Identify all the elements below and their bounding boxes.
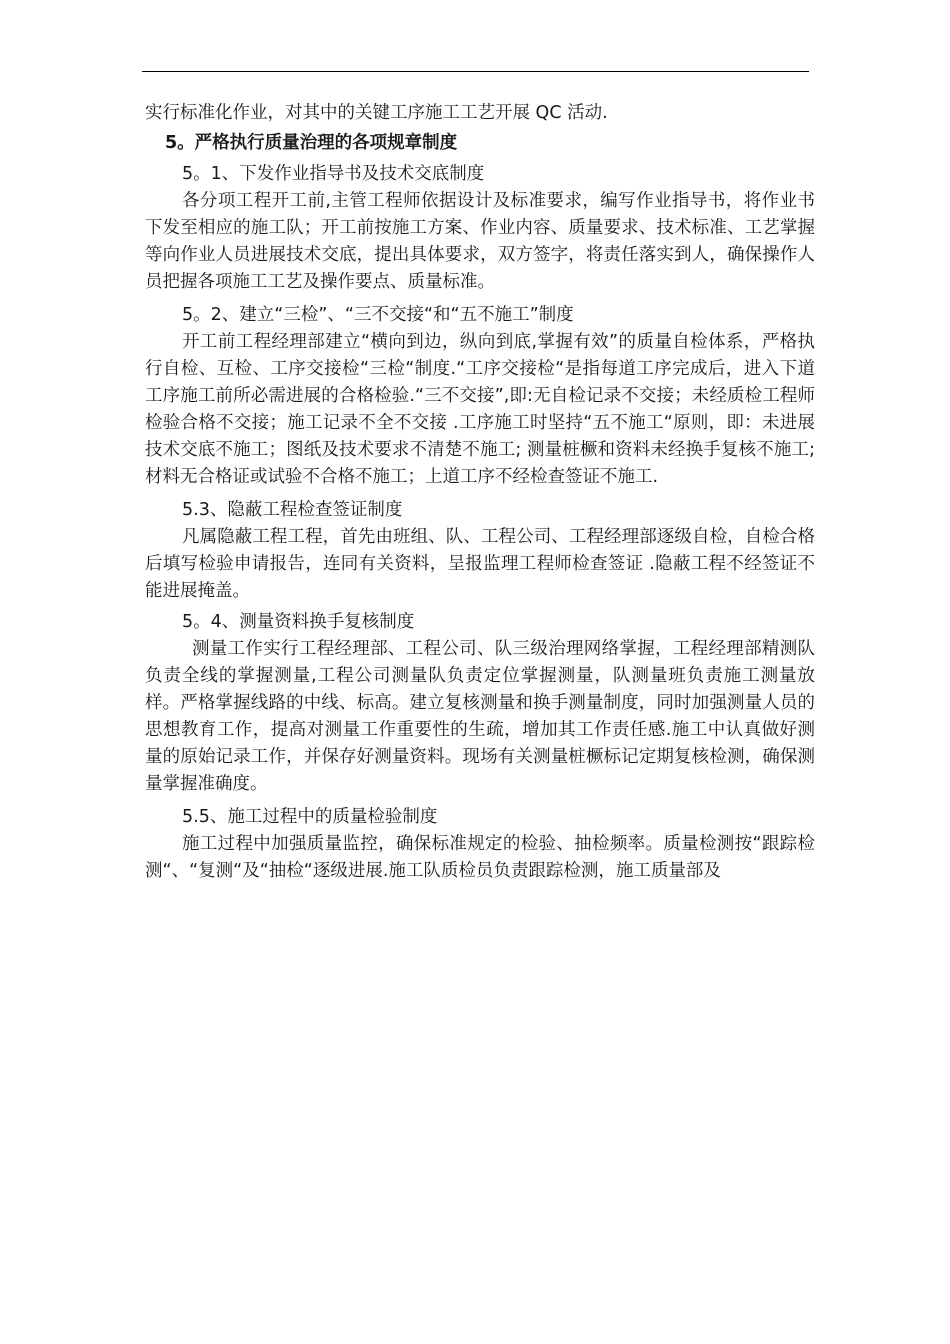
subsection-title: 5.5、施工过程中的质量检验制度 <box>182 807 438 827</box>
continuation-paragraph: 实行标准化作业，对其中的关键工序施工工艺开展 QC 活动. <box>145 103 608 123</box>
subsection <box>145 161 815 296</box>
header-rule <box>142 71 809 72</box>
subsection-title: 5。2、建立“三检”、“三不交接“和“五不施工”制度 <box>182 305 574 325</box>
subsection <box>145 804 815 885</box>
section-heading: 5。严格执行质量治理的各项规章制度 <box>165 133 458 153</box>
document-body <box>145 100 815 885</box>
subsection-body: 凡属隐蔽工程工程，首先由班组、队、工程公司、工程经理部逐级自检，自检合格后填写检验申请报告，连同有关资料，呈报监理工程师检查签证 .隐蔽工程不经签证不能进展掩盖。 <box>145 527 815 601</box>
subsection-title: 5。4、测量资料换手复核制度 <box>182 612 415 632</box>
subsection-title: 5.3、隐蔽工程检查签证制度 <box>182 500 403 520</box>
subsection-body: 测量工作实行工程经理部、工程公司、队三级治理网络掌握，工程经理部精测队负责全线的掌握测量,工程公司测量队负责定位掌握测量，队测量班负责施工测量放样。严格掌握线路的中线、标高。建立复核测量和换手测量制度，同时加强测量人员的思想教育工作，提高对测量工作重要性的生疏，增加其工作责任感.施工中认真做好测量的原始记录工作，并保存好测量资料。现场有关测量桩橛标记定期复核检测，确保测量掌握准确度。 <box>145 639 815 794</box>
subsection-body: 各分项工程开工前,主管工程师依据设计及标准要求，编写作业指导书，将作业书下发至相应的施工队；开工前按施工方案、作业内容、质量要求、技术标准、工艺掌握等向作业人员进展技术交底，提出具体要求，双方签字，将责任落实到人，确保操作人员把握各项施工工艺及操作要点、质量标准。 <box>145 191 815 292</box>
subsection-body: 开工前工程经理部建立“横向到边，纵向到底,掌握有效”的质量自检体系，严格执行自检、互检、工序交接检“三检“制度.“工序交接检“是指每道工序完成后，进入下道工序施工前所必需进展的合格检验.“三不交接”,即:无自检记录不交接；未经质检工程师检验合格不交接；施工记录不全不交接 .工序施工时坚持“五不施工“原则，即：未进展技术交底不施工；图纸及技术要求不清楚不施工; 测量桩橛和资料未经换手复核不施工;材料无合格证或试验不合格不施工；上道工序不经检查签证不施工. <box>145 332 815 487</box>
subsection <box>145 497 815 605</box>
subsection-body: 施工过程中加强质量监控，确保标准规定的检验、抽检频率。质量检测按“跟踪检测“、“复测“及“抽检“逐级进展.施工队质检员负责跟踪检测，施工质量部及 <box>145 834 815 881</box>
subsection <box>145 609 815 798</box>
subsection <box>145 302 815 491</box>
subsection-title: 5。1、下发作业指导书及技术交底制度 <box>182 164 485 184</box>
